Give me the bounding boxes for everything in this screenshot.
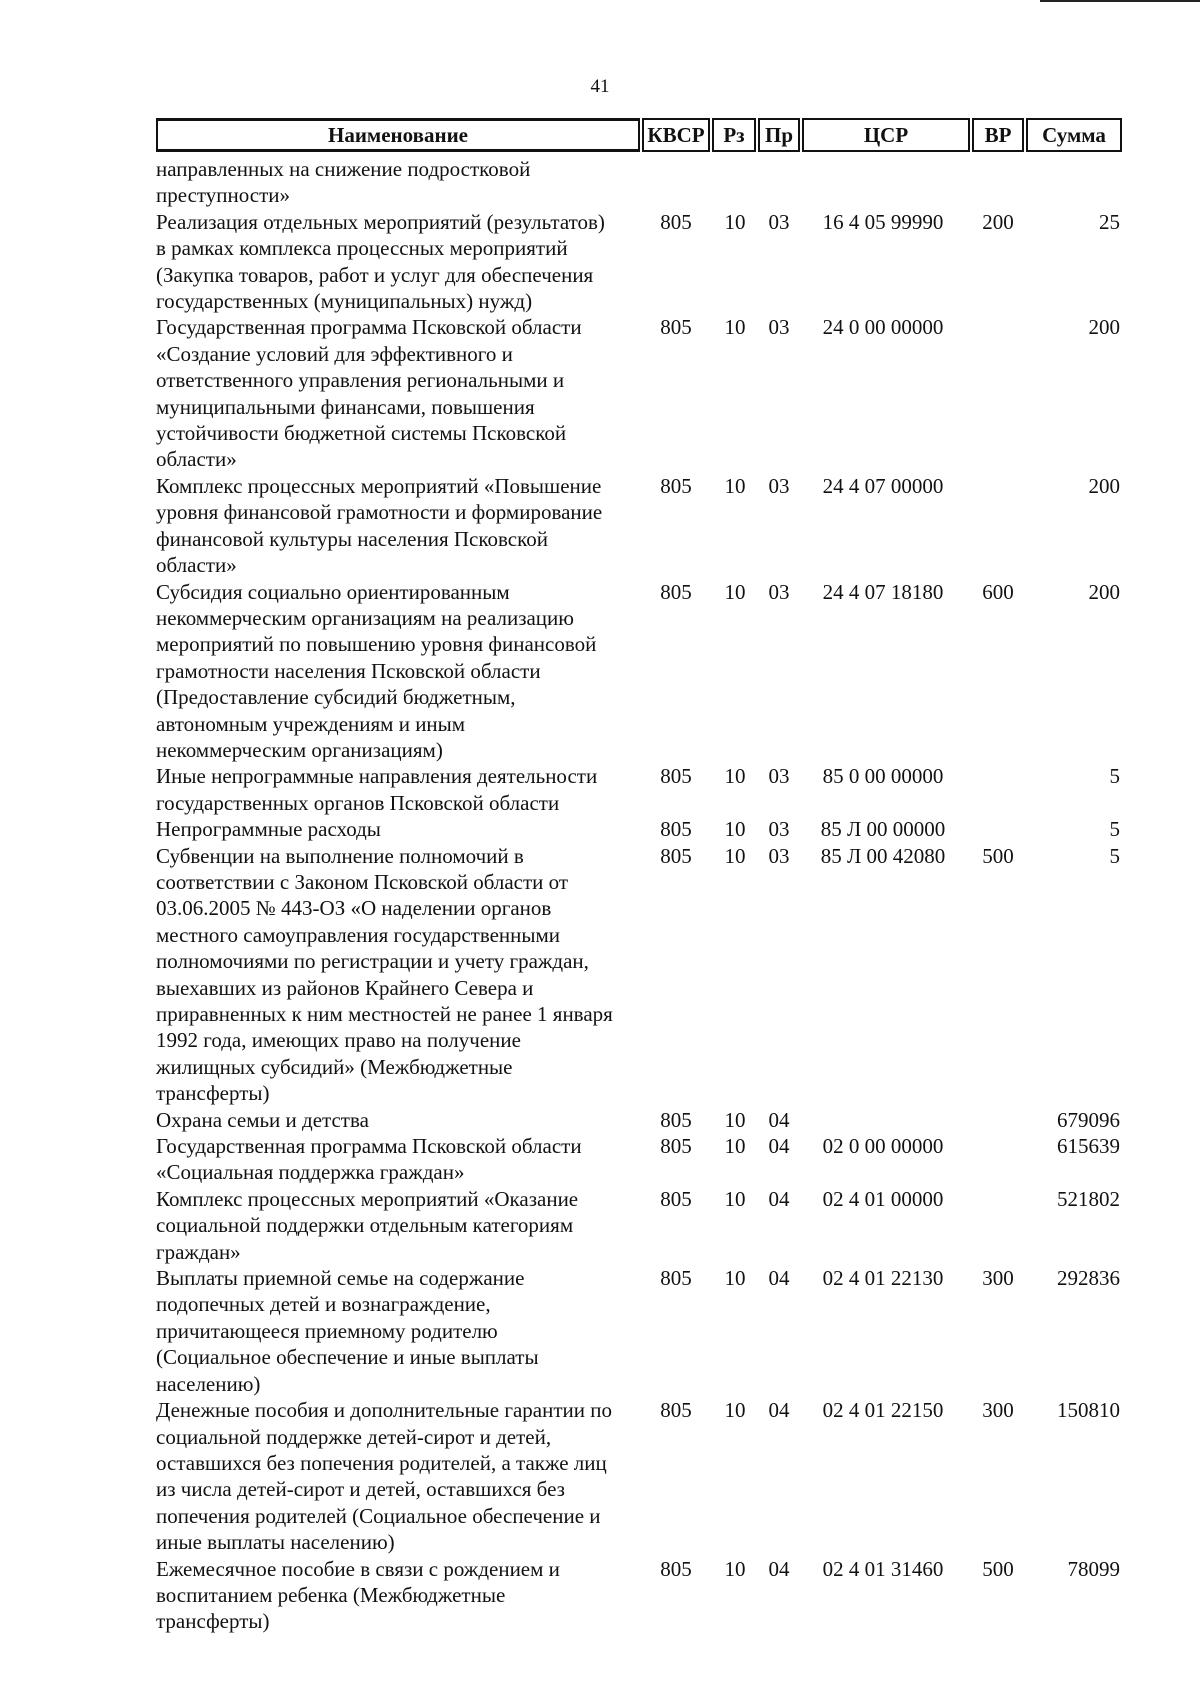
row-name-line: попечения родителей (Социальное обеспечение и <box>156 1503 601 1528</box>
row-kvsr: 805 <box>660 1186 692 1211</box>
row-rz: 10 <box>724 1556 746 1581</box>
row-rz: 10 <box>724 1134 746 1159</box>
row-name <box>156 473 636 579</box>
header-kvsr: КВСР <box>642 118 710 152</box>
row-rz: 10 <box>724 473 746 498</box>
row-pr: 04 <box>768 1186 790 1211</box>
row-csr: 85 Л 00 42080 <box>820 843 946 868</box>
row-sum: 200 <box>1088 473 1120 498</box>
table-row <box>156 1397 1122 1555</box>
row-pr: 03 <box>768 843 790 868</box>
row-rz: 10 <box>724 764 746 789</box>
row-rz: 10 <box>724 843 746 868</box>
row-rz: 10 <box>724 209 746 234</box>
row-name-line: мероприятий по повышению уровня финансовой <box>156 632 597 657</box>
row-rz: 10 <box>724 1186 746 1211</box>
row-name-line: (Предоставление субсидий бюджетным, <box>156 685 516 710</box>
row-name <box>156 1556 636 1635</box>
row-name-line: оставшихся без попечения родителей, а также лиц <box>156 1450 607 1475</box>
row-vr: 500 <box>982 843 1014 868</box>
row-name-line: из числа детей-сирот и детей, оставшихся без <box>156 1477 565 1502</box>
row-vr: 300 <box>982 1398 1014 1423</box>
row-pr: 03 <box>768 817 790 842</box>
row-name <box>156 1107 636 1133</box>
row-kvsr: 805 <box>660 473 692 498</box>
row-rz: 10 <box>724 1266 746 1291</box>
row-name-line: Комплекс процессных мероприятий «Повышение <box>156 473 602 498</box>
row-sum: 25 <box>1099 209 1120 234</box>
row-name-line: «Социальная поддержка граждан» <box>156 1160 465 1185</box>
row-pr: 04 <box>768 1134 790 1159</box>
header-name: Наименование <box>156 118 640 152</box>
row-name-line: 03.06.2005 № 443-ОЗ «О наделении органов <box>156 896 552 921</box>
row-name-line: социальной поддержки отдельным категориям <box>156 1213 574 1238</box>
row-kvsr: 805 <box>660 1398 692 1423</box>
row-name-line: (Закупка товаров, работ и услуг для обеспечения <box>156 262 594 287</box>
row-vr: 200 <box>982 209 1014 234</box>
row-csr: 24 4 07 18180 <box>822 579 944 604</box>
row-name-line: Ежемесячное пособие в связи с рождением и <box>156 1556 560 1581</box>
row-rz: 10 <box>724 1107 746 1132</box>
row-name-line: преступности» <box>156 183 291 208</box>
table-row <box>156 473 1122 579</box>
row-sum: 200 <box>1088 579 1120 604</box>
row-sum: 78099 <box>1067 1556 1120 1581</box>
table-row <box>156 816 1122 842</box>
row-name <box>156 579 636 764</box>
row-rz: 10 <box>724 579 746 604</box>
row-rz: 10 <box>724 1398 746 1423</box>
row-csr: 24 0 00 00000 <box>822 315 944 340</box>
row-name-line: Комплекс процессных мероприятий «Оказание <box>156 1186 579 1211</box>
row-csr: 02 4 01 22130 <box>822 1266 944 1291</box>
row-name <box>156 209 636 315</box>
row-sum: 150810 <box>1057 1398 1120 1423</box>
table-row <box>156 1186 1122 1265</box>
row-name <box>156 763 636 816</box>
row-name-line: Реализация отдельных мероприятий (результатов) <box>156 209 605 234</box>
row-name-line: подопечных детей и вознаграждение, <box>156 1292 491 1317</box>
row-sum: 679096 <box>1057 1107 1120 1132</box>
row-csr: 16 4 05 99990 <box>822 209 944 234</box>
row-name-line: иные выплаты населению) <box>156 1530 395 1555</box>
row-csr: 02 4 01 00000 <box>822 1186 944 1211</box>
row-name-line: граждан» <box>156 1239 241 1264</box>
row-name <box>156 1186 636 1265</box>
row-kvsr: 805 <box>660 1134 692 1159</box>
row-name-line: приравненных к ним местностей не ранее 1 января <box>156 1002 613 1026</box>
row-sum: 5 <box>1109 817 1120 842</box>
row-pr: 04 <box>768 1107 790 1132</box>
row-name <box>156 816 636 842</box>
table-row <box>156 1107 1122 1133</box>
header-rz: Рз <box>712 118 756 152</box>
row-kvsr: 805 <box>660 1556 692 1581</box>
row-name-line: финансовой культуры населения Псковской <box>156 526 548 551</box>
row-name-line: в рамках комплекса процессных мероприятий <box>156 236 568 261</box>
table-row <box>156 1556 1122 1635</box>
row-name-line: социальной поддержке детей-сирот и детей, <box>156 1424 552 1449</box>
row-csr: 85 0 00 00000 <box>822 764 944 789</box>
table-row <box>156 843 1122 1107</box>
row-pr: 03 <box>768 315 790 340</box>
table-body <box>156 156 1122 1635</box>
row-name-line: Субвенции на выполнение полномочий в <box>156 843 524 868</box>
row-name-line: воспитанием ребенка (Межбюджетные <box>156 1582 506 1607</box>
row-name-line: жилищных субсидий» (Межбюджетные <box>156 1054 513 1079</box>
row-name-line: «Создание условий для эффективного и <box>156 341 513 366</box>
row-pr: 04 <box>768 1266 790 1291</box>
table-header <box>156 118 1122 158</box>
row-kvsr: 805 <box>660 315 692 340</box>
row-name <box>156 1133 636 1186</box>
row-csr: 02 0 00 00000 <box>822 1134 944 1159</box>
header-pr: Пр <box>758 118 800 152</box>
row-kvsr: 805 <box>660 1107 692 1132</box>
row-csr: 24 4 07 00000 <box>822 473 944 498</box>
row-name-line: соответствии с Законом Псковской области от <box>156 869 569 894</box>
row-name <box>156 156 636 209</box>
row-pr: 04 <box>768 1556 790 1581</box>
row-name-line: населению) <box>156 1371 261 1396</box>
row-vr: 500 <box>982 1556 1014 1581</box>
header-vr: ВР <box>972 118 1024 152</box>
row-sum: 5 <box>1109 764 1120 789</box>
row-name-line: 1992 года, имеющих право на получение <box>156 1028 521 1053</box>
row-name <box>156 1265 636 1397</box>
row-sum: 200 <box>1088 315 1120 340</box>
row-sum: 5 <box>1109 843 1120 868</box>
row-name-line: Иные непрограммные направления деятельности <box>156 764 598 789</box>
row-sum: 521802 <box>1057 1186 1120 1211</box>
row-name-line: уровня финансовой грамотности и формирование <box>156 500 603 525</box>
row-name-line: трансферты) <box>156 1081 270 1106</box>
row-name-line: (Социальное обеспечение и иные выплаты <box>156 1345 539 1370</box>
row-name-line: автономным учреждениям и иным <box>156 711 466 736</box>
row-name-line: направленных на снижение подростковой <box>156 157 531 181</box>
top-rule <box>1040 0 1200 2</box>
row-name-line: местного самоуправления государственными <box>156 922 561 947</box>
table-row <box>156 1133 1122 1186</box>
row-name <box>156 843 636 1107</box>
row-name-line: государственных органов Псковской области <box>156 790 560 815</box>
header-csr: ЦСР <box>802 118 970 152</box>
table-row <box>156 209 1122 315</box>
table-row <box>156 763 1122 816</box>
row-kvsr: 805 <box>660 1266 692 1291</box>
row-name-line: Непрограммные расходы <box>156 817 381 842</box>
row-csr: 02 4 01 31460 <box>822 1556 944 1581</box>
row-pr: 03 <box>768 209 790 234</box>
row-name-line: Охрана семьи и детства <box>156 1107 369 1132</box>
row-name-line: грамотности населения Псковской области <box>156 658 541 683</box>
row-name <box>156 314 636 472</box>
row-name-line: Денежные пособия и дополнительные гарантии по <box>156 1398 613 1423</box>
table-row <box>156 1265 1122 1397</box>
row-name-line: причитающееся приемному родителю <box>156 1318 498 1343</box>
row-pr: 04 <box>768 1398 790 1423</box>
row-vr: 300 <box>982 1266 1014 1291</box>
page-number: 41 <box>590 76 610 97</box>
table-row <box>156 314 1122 472</box>
row-kvsr: 805 <box>660 579 692 604</box>
row-name-line: трансферты) <box>156 1609 270 1634</box>
row-sum: 615639 <box>1057 1134 1120 1159</box>
row-name-line: устойчивости бюджетной системы Псковской <box>156 421 567 446</box>
row-name-line: некоммерческим организациям) <box>156 737 443 762</box>
row-rz: 10 <box>724 817 746 842</box>
row-name-line: некоммерческим организациям на реализацию <box>156 605 574 630</box>
row-name-line: государственных (муниципальных) нужд) <box>156 289 533 314</box>
row-name-line: полномочиями по регистрации и учету граждан, <box>156 949 589 974</box>
row-pr: 03 <box>768 473 790 498</box>
row-name-line: выехавших из районов Крайнего Севера и <box>156 975 534 1000</box>
row-rz: 10 <box>724 315 746 340</box>
row-kvsr: 805 <box>660 209 692 234</box>
row-name-line: области» <box>156 553 237 578</box>
row-vr: 600 <box>982 579 1014 604</box>
row-kvsr: 805 <box>660 764 692 789</box>
row-csr: 85 Л 00 00000 <box>820 817 946 842</box>
table-row <box>156 156 1122 209</box>
row-name-line: области» <box>156 447 237 472</box>
row-sum: 292836 <box>1057 1266 1120 1291</box>
row-name-line: Субсидия социально ориентированным <box>156 579 510 604</box>
row-name-line: Государственная программа Псковской области <box>156 315 582 340</box>
row-pr: 03 <box>768 579 790 604</box>
row-name-line: муниципальными финансами, повышения <box>156 394 535 419</box>
row-csr: 02 4 01 22150 <box>822 1398 944 1423</box>
row-pr: 03 <box>768 764 790 789</box>
row-name-line: ответственного управления региональными и <box>156 368 565 393</box>
row-name-line: Выплаты приемной семье на содержание <box>156 1266 525 1291</box>
row-kvsr: 805 <box>660 817 692 842</box>
row-name <box>156 1397 636 1555</box>
row-kvsr: 805 <box>660 843 692 868</box>
header-sum: Сумма <box>1026 118 1122 152</box>
table-row <box>156 579 1122 764</box>
row-name-line: Государственная программа Псковской области <box>156 1134 582 1159</box>
